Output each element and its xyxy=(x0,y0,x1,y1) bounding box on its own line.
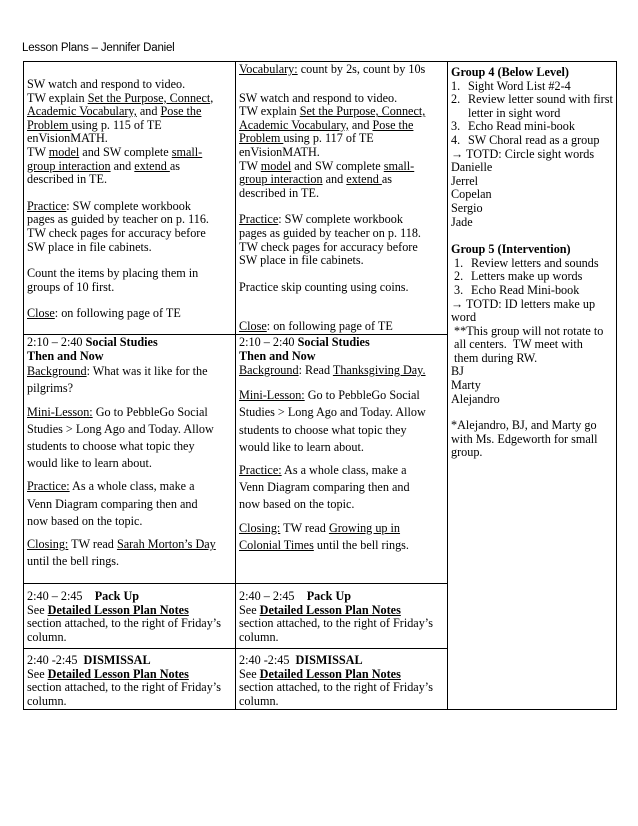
group5-footnote: with Ms. Edgeworth for small xyxy=(451,431,598,446)
col2-dismiss-line: See Detailed Lesson Plan Notes xyxy=(239,666,401,681)
group4-title: Group 4 (Below Level) xyxy=(451,65,569,79)
group4-student: Jade xyxy=(451,214,473,229)
col1-dismiss-time: 2:40 -2:45 DISMISSAL xyxy=(27,653,151,667)
col1-math-line: described in TE. xyxy=(27,172,107,187)
col1-math-line: enVisionMATH. xyxy=(27,131,108,146)
group5-footnote: group. xyxy=(451,445,483,460)
group5-list xyxy=(451,257,613,298)
col1-math-line: SW watch and respond to video. xyxy=(27,77,186,91)
row-divider-2 xyxy=(23,583,448,584)
group5-note: them during RW. xyxy=(451,350,538,365)
col2-math-line: group interaction and extend as xyxy=(239,172,392,187)
col1-ss-background: pilgrims? xyxy=(27,381,74,396)
col1-count-line: groups of 10 first. xyxy=(27,279,115,294)
col1-dismiss-line: See Detailed Lesson Plan Notes xyxy=(27,666,189,681)
col1-ss-minilesson: would like to learn about. xyxy=(27,456,152,471)
col2-dismiss-line: column. xyxy=(239,693,279,708)
group4-list xyxy=(451,80,613,148)
col2-coins-line: Practice skip counting using coins. xyxy=(239,279,409,294)
col2-dismissal-cell xyxy=(236,654,447,708)
arrow-icon: → xyxy=(451,146,464,161)
col2-practice-line: Practice: SW complete workbook xyxy=(239,212,403,227)
group5-student: BJ xyxy=(451,364,464,379)
group5-footnote: *Alejandro, BJ, and Marty go xyxy=(451,418,597,433)
group5-student: Marty xyxy=(451,378,481,393)
col2-ss-theme: Then and Now xyxy=(239,348,316,363)
col3-groups-cell xyxy=(448,66,616,460)
col2-practice-line: TW check pages for accuracy before xyxy=(239,239,418,254)
col1-ss-closing: until the bell rings. xyxy=(27,554,120,569)
col1-practice-line: pages as guided by teacher on p. 116. xyxy=(27,212,209,227)
group4-student: Copelan xyxy=(451,187,492,202)
col2-math-line: TW model and SW complete small- xyxy=(239,158,415,173)
col2-ss-time: 2:10 – 2:40 Social Studies xyxy=(239,335,370,349)
col1-ss-minilesson: Mini-Lesson: Go to PebbleGo Social xyxy=(27,404,208,419)
col1-dismiss-line: section attached, to the right of Friday’s xyxy=(27,680,221,695)
col1-math-line: TW explain Set the Purpose, Connect, xyxy=(27,90,214,105)
col1-ss-practice: now based on the topic. xyxy=(27,513,143,528)
col1-practice-line: Practice: SW complete workbook xyxy=(27,198,191,213)
col2-social-studies-cell xyxy=(236,336,447,554)
col1-pack-line: See Detailed Lesson Plan Notes xyxy=(27,602,189,617)
col2-ss-minilesson: students to choose what topic they xyxy=(239,422,407,437)
list-item: 3. Echo Read Mini-book xyxy=(454,282,580,297)
col2-ss-closing: Colonial Times until the bell rings. xyxy=(239,537,409,552)
col2-dismiss-time: 2:40 -2:45 DISMISSAL xyxy=(239,653,363,667)
col1-ss-theme: Then and Now xyxy=(27,348,104,363)
list-item: 4. SW Choral read as a group xyxy=(451,132,600,147)
col2-ss-minilesson: Studies > Long Ago and Today. Allow xyxy=(239,405,426,420)
col2-vocab-line: Vocabulary: count by 2s, count by 10s xyxy=(239,62,426,76)
col1-ss-practice: Practice: As a whole class, make a xyxy=(27,479,195,494)
col1-ss-minilesson: Studies > Long Ago and Today. Allow xyxy=(27,421,214,436)
table-border-bottom xyxy=(23,709,617,710)
group5-student: Alejandro xyxy=(451,391,500,406)
col2-pack-line: See Detailed Lesson Plan Notes xyxy=(239,602,401,617)
col1-math-line: group interaction and extend as xyxy=(27,158,180,173)
col2-ss-practice: Practice: As a whole class, make a xyxy=(239,463,407,477)
group4-student: Jerrel xyxy=(451,173,479,188)
list-item: 3. Echo Read mini-book xyxy=(451,119,575,134)
col2-ss-minilesson: would like to learn about. xyxy=(239,439,364,454)
col1-count-line: Count the items by placing them in xyxy=(27,266,199,281)
col2-pack-up-cell xyxy=(236,590,447,644)
col1-dismiss-line: column. xyxy=(27,693,67,708)
col2-ss-minilesson: Mini-Lesson: Go to PebbleGo Social xyxy=(239,388,420,403)
col2-practice-line: SW place in file cabinets. xyxy=(239,253,364,268)
col1-practice-line: SW place in file cabinets. xyxy=(27,239,152,254)
col1-ss-practice: Venn Diagram comparing then and xyxy=(27,496,198,511)
list-item: 1. Review letters and sounds xyxy=(454,255,599,270)
col2-close-line: Close: on following page of TE xyxy=(239,319,393,334)
list-item: 2. Review letter sound with first letter in sight word xyxy=(451,92,613,120)
group4-student: Danielle xyxy=(451,160,493,175)
col2-pack-time: 2:40 – 2:45 Pack Up xyxy=(239,589,352,603)
col2-practice-line: pages as guided by teacher on p. 118. xyxy=(239,225,421,240)
col1-ss-background: Background: What was it like for the xyxy=(27,364,208,379)
list-item: 2. Letters make up words xyxy=(454,269,583,284)
table-border-right xyxy=(616,61,617,710)
row-divider-3 xyxy=(23,648,448,649)
page-header: Lesson Plans – Jennifer Daniel xyxy=(22,42,175,54)
col2-math-line: Problem using p. 117 of TE xyxy=(239,131,374,146)
col1-pack-line: column. xyxy=(27,629,67,644)
col2-math-line: enVisionMATH. xyxy=(239,144,320,159)
col1-pack-up-cell xyxy=(24,590,235,644)
col1-practice-line: TW check pages for accuracy before xyxy=(27,225,206,240)
col2-dismiss-line: section attached, to the right of Friday’s xyxy=(239,680,433,695)
list-item: 1. Sight Word List #2-4 xyxy=(451,78,571,93)
group5-totd: → TOTD: ID letters make up xyxy=(451,296,596,311)
col2-ss-closing: Closing: TW read Growing up in xyxy=(239,520,401,535)
lesson-plan-table xyxy=(23,61,617,710)
group5-note: all centers. TW meet with xyxy=(451,337,583,352)
col1-math-line: Problem using p. 115 of TE xyxy=(27,117,162,132)
col2-math-line: Academic Vocabulary, and Pose the xyxy=(239,117,414,132)
group5-totd: word xyxy=(451,310,477,325)
arrow-icon: → xyxy=(451,296,464,311)
col2-math-line: described in TE. xyxy=(239,185,319,200)
col1-social-studies-cell xyxy=(24,336,235,570)
group4-student: Sergio xyxy=(451,200,483,215)
col2-ss-practice: Venn Diagram comparing then and xyxy=(239,480,410,495)
col2-math-line: SW watch and respond to video. xyxy=(239,90,398,105)
col1-pack-time: 2:40 – 2:45 Pack Up xyxy=(27,589,140,603)
col1-math-cell xyxy=(24,78,235,321)
col1-math-line: Academic Vocabulary, and Pose the xyxy=(27,104,202,119)
col1-close-line: Close: on following page of TE xyxy=(27,306,181,321)
col1-math-line: TW model and SW complete small- xyxy=(27,144,203,159)
col2-ss-background: Background: Read Thanksgiving Day. xyxy=(239,363,426,378)
col2-math-line: TW explain Set the Purpose, Connect, xyxy=(239,104,426,119)
col2-pack-line: column. xyxy=(239,629,279,644)
col2-math-cell xyxy=(236,63,447,334)
group5-note: **This group will not rotate to xyxy=(451,323,604,338)
col1-ss-time: 2:10 – 2:40 Social Studies xyxy=(27,335,158,349)
col1-ss-minilesson: students to choose what topic they xyxy=(27,439,195,453)
group4-totd: → TOTD: Circle sight words xyxy=(451,146,595,161)
col2-ss-practice: now based on the topic. xyxy=(239,497,355,512)
col1-pack-line: section attached, to the right of Friday’s xyxy=(27,616,221,631)
col2-pack-line: section attached, to the right of Friday’s xyxy=(239,616,433,631)
group5-title: Group 5 (Intervention) xyxy=(451,242,571,257)
col1-ss-closing: Closing: TW read Sarah Morton’s Day xyxy=(27,537,216,552)
col1-dismissal-cell xyxy=(24,654,235,708)
